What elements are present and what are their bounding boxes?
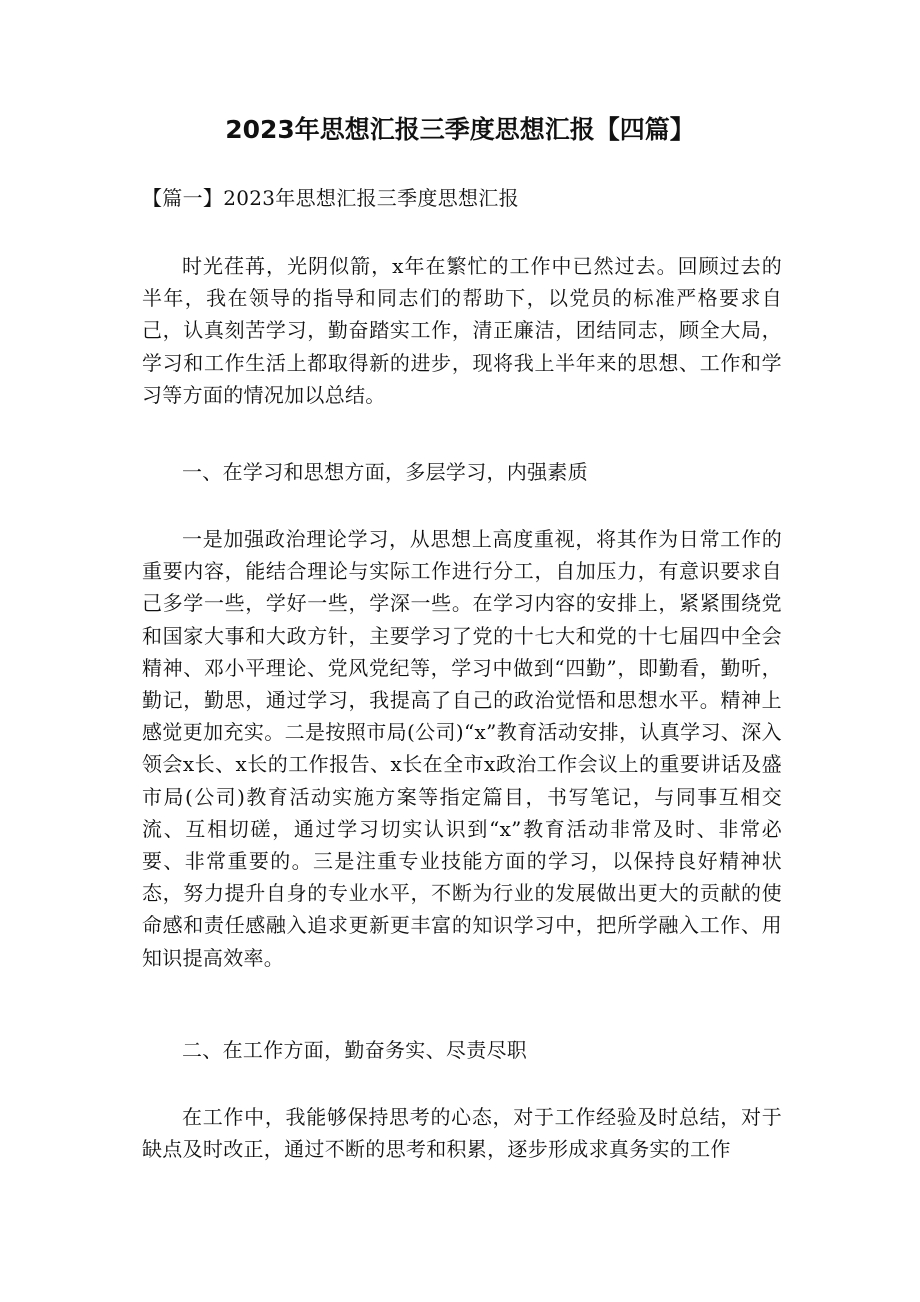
part-heading: 【篇一】2023年思想汇报三季度思想汇报 bbox=[142, 186, 519, 210]
section-paragraph-1: 一是加强政治理论学习，从思想上高度重视，将其作为日常工作的重要内容，能结合理论与实际工作进行分工，自加压力，有意识要求自己多学一些，学好一些，学深一些。在学习内容的安排上，紧紧围绕党和国家大事和大政方针，主要学习了党的十七大和党的十七届四中全会精神、邓小平理论、党风党纪等，学习中做到“四勤”，即勤看，勤听，勤记，勤思，通过学习，我提高了自己的政治觉悟和思想水平。精神上感觉更加充实。二是按照市局(公司)“x”教育活动安排，认真学习、深入领会x长、x长的工作报告、x长在全市x政治工作会议上的重要讲话及盛市局(公司)教育活动实施方案等指定篇目，书写笔记，与同事互相交流、互相切磋，通过学习切实认识到“x”教育活动非常及时、非常必要、非常重要的。三是注重专业技能方面的学习，以保持良好精神状态，努力提升自身的专业水平，不断为行业的发展做出更大的贡献的使命感和责任感融入追求更新更丰富的知识学习中，把所学融入工作、用知识提高效率。 bbox=[142, 527, 782, 970]
section-heading-2: 二、在工作方面，勤奋务实、尽责尽职 bbox=[182, 1038, 528, 1062]
document-title: 2023年思想汇报三季度思想汇报【四篇】 bbox=[225, 115, 695, 144]
intro-paragraph: 时光荏苒，光阴似箭，x年在繁忙的工作中已然过去。回顾过去的半年，我在领导的指导和同志们的帮助下，以党员的标准严格要求自己，认真刻苦学习，勤奋踏实工作，清正廉洁，团结同志，顾全大局，学习和工作生活上都取得新的进步，现将我上半年来的思想、工作和学习等方面的情况加以总结。 bbox=[142, 254, 782, 407]
section-paragraph-2: 在工作中，我能够保持思考的心态，对于工作经验及时总结，对于缺点及时改正，通过不断的思考和积累，逐步形成求真务实的工作 bbox=[142, 1105, 782, 1162]
section-heading-1: 一、在学习和思想方面，多层学习，内强素质 bbox=[182, 460, 588, 484]
